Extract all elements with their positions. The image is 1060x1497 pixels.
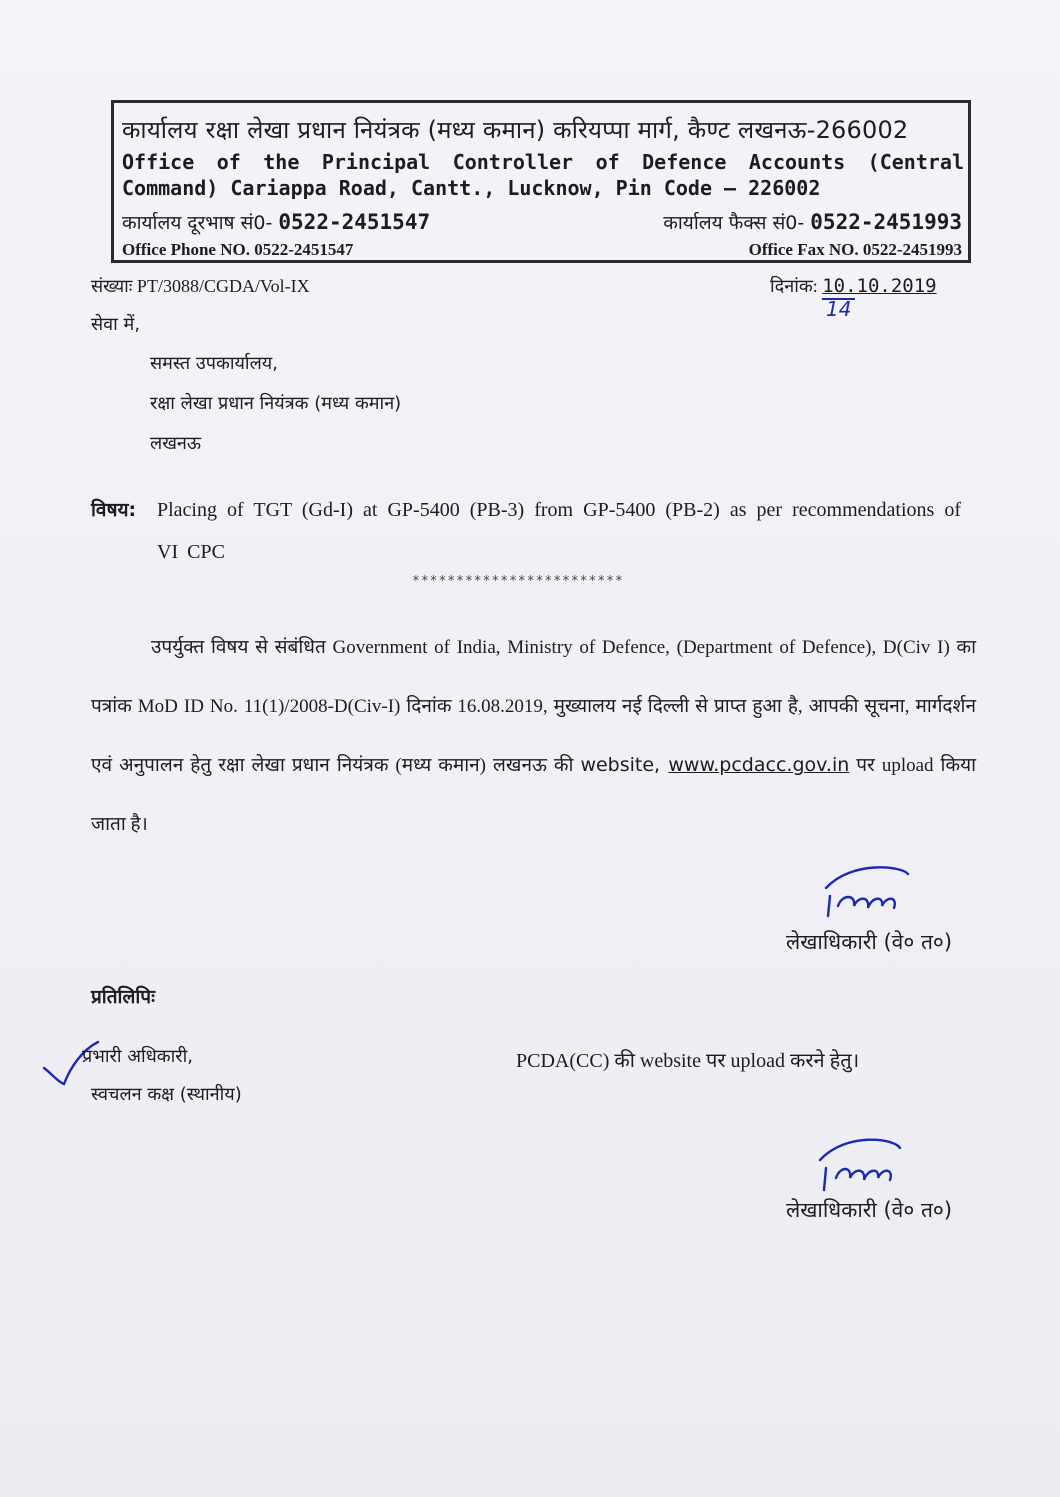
letterhead-english-title: Office of the Principal Controller of Defence Accounts (Central Command) Cariappa Road, Cantt., Lucknow, Pin Code – 226002 — [122, 150, 964, 200]
signature-2-designation: लेखाधिकारी (वे० त०) — [786, 1198, 953, 1222]
date-value: 10.10.2019 — [822, 275, 937, 297]
copy-to-line-2: स्वचलन कक्ष (स्थानीय) — [91, 1084, 242, 1105]
signature-2-scribble — [806, 1136, 916, 1196]
handwritten-day: 14 — [822, 298, 855, 318]
subject-label: विषय: — [91, 499, 137, 521]
body-paragraph — [91, 618, 976, 854]
separator: ************************ — [412, 574, 624, 589]
addressee-line-3: लखनऊ — [150, 433, 202, 454]
fax-hindi — [663, 209, 962, 235]
body-part-2: पर upload किया जाता है। — [91, 755, 977, 835]
copy-purpose: PCDA(CC) की website पर upload करने हेतु। — [516, 1050, 860, 1072]
letter-date — [770, 274, 937, 298]
phone-hindi-value: 0522-2451547 — [278, 210, 431, 234]
copy-label: प्रतिलिपिः — [91, 986, 155, 1008]
fax-hindi-label: कार्यालय फैक्स सं0- — [663, 212, 811, 234]
date-label: दिनांक: — [770, 276, 823, 296]
addressee-line-2: रक्षा लेखा प्रधान नियंत्रक (मध्य कमान) — [150, 393, 402, 414]
addressee-line-1: समस्त उपकार्यालय, — [150, 353, 278, 374]
fax-english: Office Fax NO. 0522-2451993 — [748, 240, 962, 259]
subject — [91, 489, 961, 573]
copy-to-line-1: प्रभारी अधिकारी, — [82, 1046, 194, 1067]
body-part-1: उपर्युक्त विषय से संबंधित Government of India, Ministry of Defence, (Department of Defence), D(Civ I) का पत्रांक MoD ID No. 11(1)/2008-D(Civ-I) दिनांक 16.08.2019, मुख्यालय नई दिल्ली से प्राप्त हुआ है, आपकी सूचना, मार्गदर्शन एवं अनुपालन हेतु रक्षा लेखा प्रधान नियंत्रक (मध्य कमान) लखनऊ की — [91, 637, 976, 776]
letterhead-hindi-title: कार्यालय रक्षा लेखा प्रधान नियंत्रक (मध्य कमान) करियप्पा मार्ग, कैण्ट लखनऊ-266002 — [122, 116, 909, 144]
website-link[interactable]: www.pcdacc.gov.in — [668, 754, 850, 776]
letterhead-contact-english — [122, 240, 962, 260]
phone-english: Office Phone NO. 0522-2451547 — [122, 240, 354, 259]
letterhead-contact-hindi — [122, 209, 962, 235]
signature-1-designation: लेखाधिकारी (वे० त०) — [786, 930, 953, 954]
salutation: सेवा में, — [91, 314, 141, 335]
phone-hindi — [122, 209, 430, 235]
reference-number: संख्याः PT/3088/CGDA/Vol-IX — [91, 276, 310, 296]
body-website-word: website, — [580, 754, 669, 776]
subject-text: Placing of TGT (Gd-I) at GP-5400 (PB-3) from GP-5400 (PB-2) as per recommendations of VI CPC — [157, 499, 961, 563]
letterhead — [111, 100, 971, 263]
signature-1-scribble — [812, 866, 922, 926]
fax-hindi-value: 0522-2451993 — [810, 210, 962, 234]
phone-hindi-label: कार्यालय दूरभाष सं0- — [122, 212, 279, 234]
